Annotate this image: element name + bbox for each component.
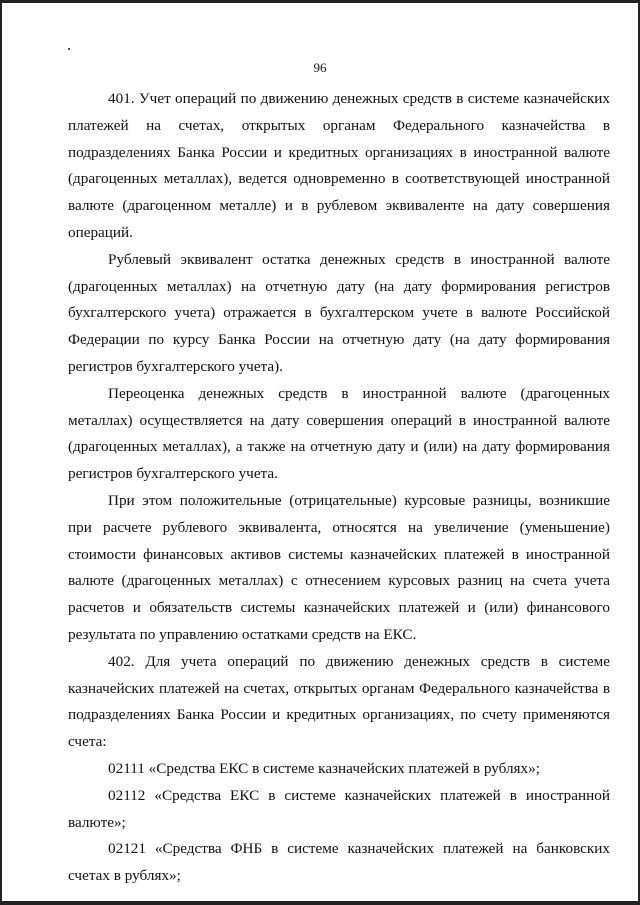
document-body xyxy=(68,86,610,890)
scan-edge-bottom xyxy=(2,901,638,905)
account-02111: 02111 «Средства ЕКС в системе казначейских платежей в рублях»; xyxy=(108,759,540,777)
paragraph-revaluation: Переоценка денежных средств в иностранной валюте (драгоценных металлах) осуществляется на дату совершения операций в иностранной валюте (драгоценных металлах), а также на отчетную дату и (или) на дату формирования регистров бухгалтерского учета. xyxy=(68,384,610,483)
account-02121: 02121 «Средства ФНБ в системе казначейских платежей на банковских счетах в рублях»; xyxy=(68,840,610,885)
paragraph-exchange-differences: При этом положительные (отрицательные) курсовые разницы, возникшие при расчете рублевого эквивалента, относятся на увеличение (уменьшение) стоимости финансовых активов системы казначейских платежей в иностранной валюте (драгоценных металлах) с отнесением курсовых разниц на счета учета расчетов и обязательств системы казначейских платежей и (или) финансового результата по управлению остатками средств на ЕКС. xyxy=(68,491,610,643)
account-02112: 02112 «Средства ЕКС в системе казначейских платежей в иностранной валюте»; xyxy=(68,786,610,831)
scan-speck xyxy=(68,48,70,50)
paragraph-401: 401. Учет операций по движению денежных средств в системе казначейских платежей на счетах, открытых органам Федерального казначейства в подразделениях Банка России и кредитных организациях в иностранной валюте (драгоценных металлах), ведется одновременно в соответствующей иностранной валюте (драгоценном металле) и в рублевом эквиваленте на дату совершения операций. xyxy=(68,90,610,241)
paragraph-402: 402. Для учета операций по движению денежных средств в системе казначейских платежей на счетах, открытых органам Федерального казначейства в подразделениях Банка России и кредитных организациях, по счету применяются счета: xyxy=(68,652,610,751)
scan-edge-top xyxy=(2,0,638,3)
paragraph-ruble-equivalent: Рублевый эквивалент остатка денежных средств в иностранной валюте (драгоценных металлах) на отчетную дату (на дату формирования регистров бухгалтерского учета) отражается в бухгалтерском учете в валюте Российской Федерации по курсу Банка России на отчетную дату (на дату формирования регистров бухгалтерского учета). xyxy=(68,250,610,375)
page-number: 96 xyxy=(313,60,327,75)
